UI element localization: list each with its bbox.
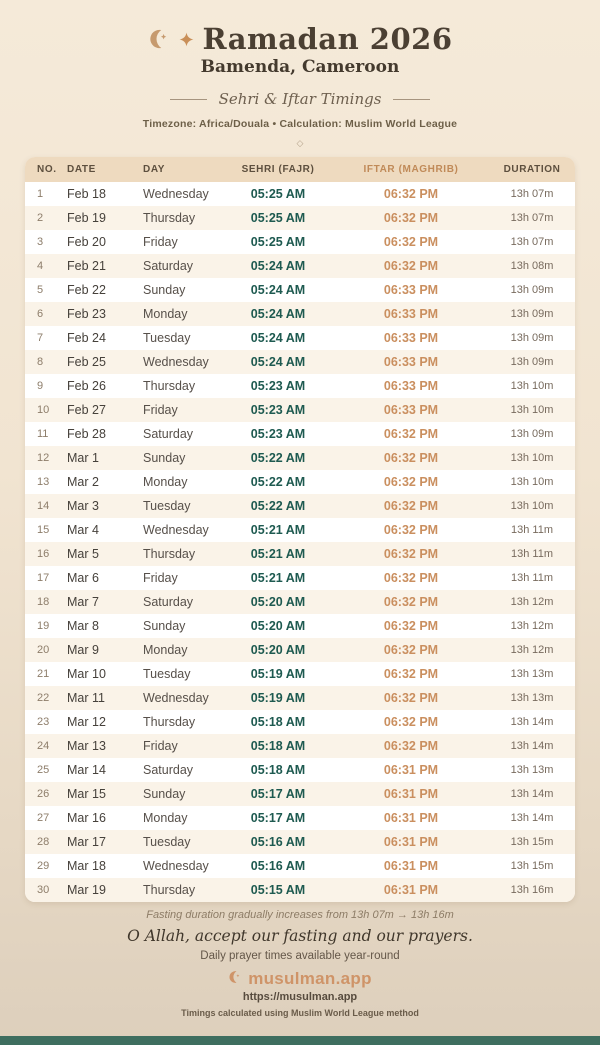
cell-dur: 13h 07m xyxy=(510,188,554,200)
crescent-moon-icon xyxy=(148,28,170,50)
cell-dur: 13h 14m xyxy=(510,740,554,752)
cell-dur: 13h 13m xyxy=(510,668,554,680)
cell-iftar: 06:32 PM xyxy=(383,475,439,489)
col-header-date: DATE xyxy=(67,164,96,175)
table-body xyxy=(25,182,575,902)
cell-sehri: 05:20 AM xyxy=(250,643,306,657)
cell-iftar: 06:32 PM xyxy=(383,571,439,585)
col-header-sehri: SEHRI (FAJR) xyxy=(241,164,315,175)
cell-date: Mar 15 xyxy=(67,787,106,801)
cell-dur: 13h 14m xyxy=(510,716,554,728)
cell-iftar: 06:32 PM xyxy=(383,619,439,633)
cell-date: Feb 27 xyxy=(67,403,106,417)
cell-no: 17 xyxy=(37,572,50,584)
cell-sehri: 05:15 AM xyxy=(250,883,306,897)
table-row xyxy=(25,878,575,902)
cell-date: Mar 9 xyxy=(67,643,99,657)
cell-day: Sunday xyxy=(143,451,186,465)
cell-dur: 13h 09m xyxy=(510,308,554,320)
table-row xyxy=(25,518,575,542)
table-row xyxy=(25,758,575,782)
diamond-ornament: ◇ xyxy=(296,138,304,148)
cell-dur: 13h 10m xyxy=(510,452,554,464)
cell-date: Mar 2 xyxy=(67,475,99,489)
table-row xyxy=(25,614,575,638)
cell-sehri: 05:18 AM xyxy=(250,715,306,729)
cell-day: Wednesday xyxy=(143,187,209,201)
cell-no: 5 xyxy=(37,284,44,296)
timings-subtitle: Sehri & Iftar Timings xyxy=(218,90,382,108)
cell-sehri: 05:24 AM xyxy=(250,283,306,297)
cell-date: Mar 17 xyxy=(67,835,106,849)
website-url-link[interactable]: https://musulman.app xyxy=(242,991,358,1003)
col-header-day: DAY xyxy=(143,164,165,175)
cell-date: Feb 21 xyxy=(67,259,106,273)
cell-day: Friday xyxy=(143,571,178,585)
table-row xyxy=(25,782,575,806)
cell-sehri: 05:22 AM xyxy=(250,451,306,465)
cell-iftar: 06:32 PM xyxy=(383,739,439,753)
cell-no: 13 xyxy=(37,476,50,488)
cell-no: 22 xyxy=(37,692,50,704)
cell-iftar: 06:32 PM xyxy=(383,595,439,609)
cell-dur: 13h 12m xyxy=(510,620,554,632)
cell-iftar: 06:33 PM xyxy=(383,379,439,393)
dua-text: O Allah, accept our fasting and our prayers. xyxy=(127,927,473,945)
cell-sehri: 05:24 AM xyxy=(250,331,306,345)
cell-sehri: 05:21 AM xyxy=(250,547,306,561)
cell-no: 15 xyxy=(37,524,50,536)
cell-day: Wednesday xyxy=(143,355,209,369)
location-subtitle: Bamenda, Cameroon xyxy=(200,57,400,77)
cell-dur: 13h 11m xyxy=(511,548,553,560)
table-row xyxy=(25,830,575,854)
cell-no: 14 xyxy=(37,500,50,512)
cell-no: 29 xyxy=(37,860,50,872)
cell-dur: 13h 14m xyxy=(510,788,554,800)
cell-iftar: 06:33 PM xyxy=(383,307,439,321)
calculation-method-note: Timings calculated using Muslim World League method xyxy=(181,1008,419,1018)
cell-no: 16 xyxy=(37,548,50,560)
cell-no: 23 xyxy=(37,716,50,728)
cell-iftar: 06:31 PM xyxy=(383,883,439,897)
cell-date: Mar 10 xyxy=(67,667,106,681)
cell-day: Thursday xyxy=(143,379,196,393)
table-row xyxy=(25,326,575,350)
cell-day: Thursday xyxy=(143,715,196,729)
duration-note: Fasting duration gradually increases from 13h 07m → 13h 16m xyxy=(146,909,454,921)
col-header-iftar: IFTAR (MAGHRIB) xyxy=(363,164,459,175)
cell-day: Saturday xyxy=(143,259,194,273)
cell-dur: 13h 07m xyxy=(510,236,554,248)
cell-day: Friday xyxy=(143,403,178,417)
cell-no: 26 xyxy=(37,788,50,800)
cell-no: 27 xyxy=(37,812,50,824)
cell-sehri: 05:18 AM xyxy=(250,763,306,777)
cell-date: Mar 1 xyxy=(67,451,99,465)
table-row xyxy=(25,278,575,302)
cell-day: Sunday xyxy=(143,619,186,633)
cell-day: Thursday xyxy=(143,547,196,561)
table-row xyxy=(25,710,575,734)
cell-date: Mar 14 xyxy=(67,763,106,777)
header xyxy=(0,0,600,148)
table-row xyxy=(25,422,575,446)
cell-date: Feb 26 xyxy=(67,379,106,393)
table-row xyxy=(25,302,575,326)
cell-iftar: 06:31 PM xyxy=(383,811,439,825)
cell-iftar: 06:33 PM xyxy=(383,355,439,369)
cell-sehri: 05:25 AM xyxy=(250,187,306,201)
cell-date: Feb 20 xyxy=(67,235,106,249)
cell-dur: 13h 12m xyxy=(510,644,554,656)
cell-day: Monday xyxy=(143,811,188,825)
cell-day: Wednesday xyxy=(143,691,209,705)
cell-date: Mar 4 xyxy=(67,523,99,537)
cell-dur: 13h 09m xyxy=(510,332,554,344)
col-header-no: NO. xyxy=(37,164,57,175)
cell-date: Mar 19 xyxy=(67,883,106,897)
cell-sehri: 05:20 AM xyxy=(250,619,306,633)
table-header-row xyxy=(25,157,575,182)
brand-row xyxy=(0,969,600,989)
cell-dur: 13h 14m xyxy=(510,812,554,824)
cell-day: Tuesday xyxy=(143,499,191,513)
table-row xyxy=(25,542,575,566)
cell-no: 9 xyxy=(37,380,44,392)
cell-iftar: 06:32 PM xyxy=(383,451,439,465)
table-row xyxy=(25,494,575,518)
cell-day: Monday xyxy=(143,643,188,657)
table-row xyxy=(25,254,575,278)
left-rule-divider xyxy=(170,99,207,100)
cell-dur: 13h 07m xyxy=(510,212,554,224)
table-row xyxy=(25,398,575,422)
cell-date: Mar 3 xyxy=(67,499,99,513)
cell-no: 1 xyxy=(37,188,44,200)
cell-day: Tuesday xyxy=(143,667,191,681)
cell-day: Sunday xyxy=(143,787,186,801)
cell-sehri: 05:20 AM xyxy=(250,595,306,609)
cell-no: 21 xyxy=(37,668,50,680)
cell-no: 25 xyxy=(37,764,50,776)
cell-iftar: 06:32 PM xyxy=(383,427,439,441)
cell-iftar: 06:32 PM xyxy=(383,715,439,729)
cell-date: Feb 23 xyxy=(67,307,106,321)
cell-iftar: 06:33 PM xyxy=(383,283,439,297)
cell-sehri: 05:22 AM xyxy=(250,475,306,489)
cell-no: 18 xyxy=(37,596,50,608)
cell-iftar: 06:32 PM xyxy=(383,499,439,513)
table-row xyxy=(25,662,575,686)
cell-date: Feb 24 xyxy=(67,331,106,345)
cell-day: Thursday xyxy=(143,883,196,897)
cell-dur: 13h 16m xyxy=(510,884,554,896)
cell-sehri: 05:24 AM xyxy=(250,307,306,321)
brand-logo-text: musulman.app xyxy=(248,969,372,988)
sparkle-icon xyxy=(179,32,194,47)
footer xyxy=(0,909,600,1018)
cell-date: Mar 5 xyxy=(67,547,99,561)
cell-iftar: 06:32 PM xyxy=(383,667,439,681)
cell-no: 11 xyxy=(37,428,49,440)
table-row xyxy=(25,206,575,230)
cell-iftar: 06:31 PM xyxy=(383,859,439,873)
cell-sehri: 05:17 AM xyxy=(250,787,306,801)
cell-day: Friday xyxy=(143,739,178,753)
cell-iftar: 06:32 PM xyxy=(383,523,439,537)
header-row xyxy=(25,157,575,182)
cell-day: Friday xyxy=(143,235,178,249)
cell-sehri: 05:18 AM xyxy=(250,739,306,753)
cell-no: 30 xyxy=(37,884,50,896)
cell-iftar: 06:32 PM xyxy=(383,187,439,201)
cell-dur: 13h 13m xyxy=(510,692,554,704)
timings-table xyxy=(25,157,575,902)
cell-sehri: 05:24 AM xyxy=(250,259,306,273)
cell-day: Thursday xyxy=(143,211,196,225)
cell-dur: 13h 08m xyxy=(510,260,554,272)
cell-sehri: 05:16 AM xyxy=(250,835,306,849)
cell-date: Mar 8 xyxy=(67,619,99,633)
cell-no: 24 xyxy=(37,740,50,752)
cell-no: 19 xyxy=(37,620,50,632)
cell-date: Mar 6 xyxy=(67,571,99,585)
table-row xyxy=(25,686,575,710)
cell-sehri: 05:25 AM xyxy=(250,235,306,249)
cell-dur: 13h 11m xyxy=(511,524,553,536)
cell-date: Mar 13 xyxy=(67,739,106,753)
tagline: Daily prayer times available year-round xyxy=(200,950,400,962)
cell-no: 4 xyxy=(37,260,44,272)
cell-dur: 13h 09m xyxy=(510,356,554,368)
cell-iftar: 06:32 PM xyxy=(383,259,439,273)
cell-no: 10 xyxy=(37,404,50,416)
cell-dur: 13h 09m xyxy=(510,428,554,440)
cell-sehri: 05:23 AM xyxy=(250,379,306,393)
cell-date: Mar 11 xyxy=(67,691,105,705)
cell-day: Monday xyxy=(143,307,188,321)
bottom-accent-bar xyxy=(0,1036,600,1045)
right-rule-divider xyxy=(393,99,430,100)
cell-date: Mar 12 xyxy=(67,715,106,729)
cell-iftar: 06:32 PM xyxy=(383,547,439,561)
cell-date: Feb 18 xyxy=(67,187,106,201)
cell-date: Feb 28 xyxy=(67,427,106,441)
cell-iftar: 06:33 PM xyxy=(383,403,439,417)
cell-iftar: 06:32 PM xyxy=(383,211,439,225)
cell-day: Saturday xyxy=(143,427,194,441)
cell-day: Monday xyxy=(143,475,188,489)
cell-date: Feb 19 xyxy=(67,211,106,225)
cell-day: Wednesday xyxy=(143,859,209,873)
table-row xyxy=(25,566,575,590)
title-row xyxy=(0,22,600,56)
cell-sehri: 05:21 AM xyxy=(250,523,306,537)
cell-no: 6 xyxy=(37,308,44,320)
table-row xyxy=(25,734,575,758)
subtitle-row xyxy=(0,90,600,108)
table-row xyxy=(25,350,575,374)
cell-no: 7 xyxy=(37,332,44,344)
cell-date: Feb 25 xyxy=(67,355,106,369)
cell-date: Feb 22 xyxy=(67,283,106,297)
cell-iftar: 06:31 PM xyxy=(383,835,439,849)
cell-sehri: 05:23 AM xyxy=(250,403,306,417)
cell-sehri: 05:19 AM xyxy=(250,667,306,681)
page-title: Ramadan 2026 xyxy=(202,22,453,56)
cell-dur: 13h 15m xyxy=(510,860,554,872)
table-row xyxy=(25,590,575,614)
cell-dur: 13h 12m xyxy=(510,596,554,608)
table-row xyxy=(25,230,575,254)
cell-sehri: 05:23 AM xyxy=(250,427,306,441)
cell-day: Sunday xyxy=(143,283,186,297)
cell-sehri: 05:17 AM xyxy=(250,811,306,825)
cell-sehri: 05:22 AM xyxy=(250,499,306,513)
cell-no: 20 xyxy=(37,644,50,656)
cell-sehri: 05:25 AM xyxy=(250,211,306,225)
table-row xyxy=(25,806,575,830)
cell-no: 2 xyxy=(37,212,44,224)
table-row xyxy=(25,854,575,878)
cell-date: Mar 18 xyxy=(67,859,106,873)
cell-date: Mar 16 xyxy=(67,811,106,825)
cell-dur: 13h 09m xyxy=(510,284,554,296)
cell-sehri: 05:19 AM xyxy=(250,691,306,705)
cell-no: 28 xyxy=(37,836,50,848)
cell-dur: 13h 11m xyxy=(511,572,553,584)
cell-dur: 13h 15m xyxy=(510,836,554,848)
cell-no: 8 xyxy=(37,356,44,368)
cell-day: Saturday xyxy=(143,595,194,609)
table-row xyxy=(25,374,575,398)
cell-dur: 13h 10m xyxy=(510,476,554,488)
table-row xyxy=(25,638,575,662)
cell-iftar: 06:31 PM xyxy=(383,763,439,777)
table-row xyxy=(25,470,575,494)
table-row xyxy=(25,446,575,470)
cell-day: Wednesday xyxy=(143,523,209,537)
cell-iftar: 06:32 PM xyxy=(383,235,439,249)
cell-day: Saturday xyxy=(143,763,194,777)
col-header-dur: DURATION xyxy=(503,164,561,175)
cell-sehri: 05:21 AM xyxy=(250,571,306,585)
cell-no: 12 xyxy=(37,452,50,464)
cell-no: 3 xyxy=(37,236,44,248)
cell-day: Tuesday xyxy=(143,835,191,849)
cell-iftar: 06:33 PM xyxy=(383,331,439,345)
table-row xyxy=(25,182,575,206)
cell-sehri: 05:16 AM xyxy=(250,859,306,873)
cell-dur: 13h 13m xyxy=(510,764,554,776)
timezone-calculation-meta: Timezone: Africa/Douala • Calculation: Muslim World League xyxy=(142,118,458,130)
cell-iftar: 06:31 PM xyxy=(383,787,439,801)
cell-dur: 13h 10m xyxy=(510,380,554,392)
cell-sehri: 05:24 AM xyxy=(250,355,306,369)
cell-dur: 13h 10m xyxy=(510,500,554,512)
cell-day: Tuesday xyxy=(143,331,191,345)
cell-date: Mar 7 xyxy=(67,595,99,609)
cell-dur: 13h 10m xyxy=(510,404,554,416)
cell-iftar: 06:32 PM xyxy=(383,691,439,705)
cell-iftar: 06:32 PM xyxy=(383,643,439,657)
brand-crescent-icon xyxy=(228,970,242,989)
